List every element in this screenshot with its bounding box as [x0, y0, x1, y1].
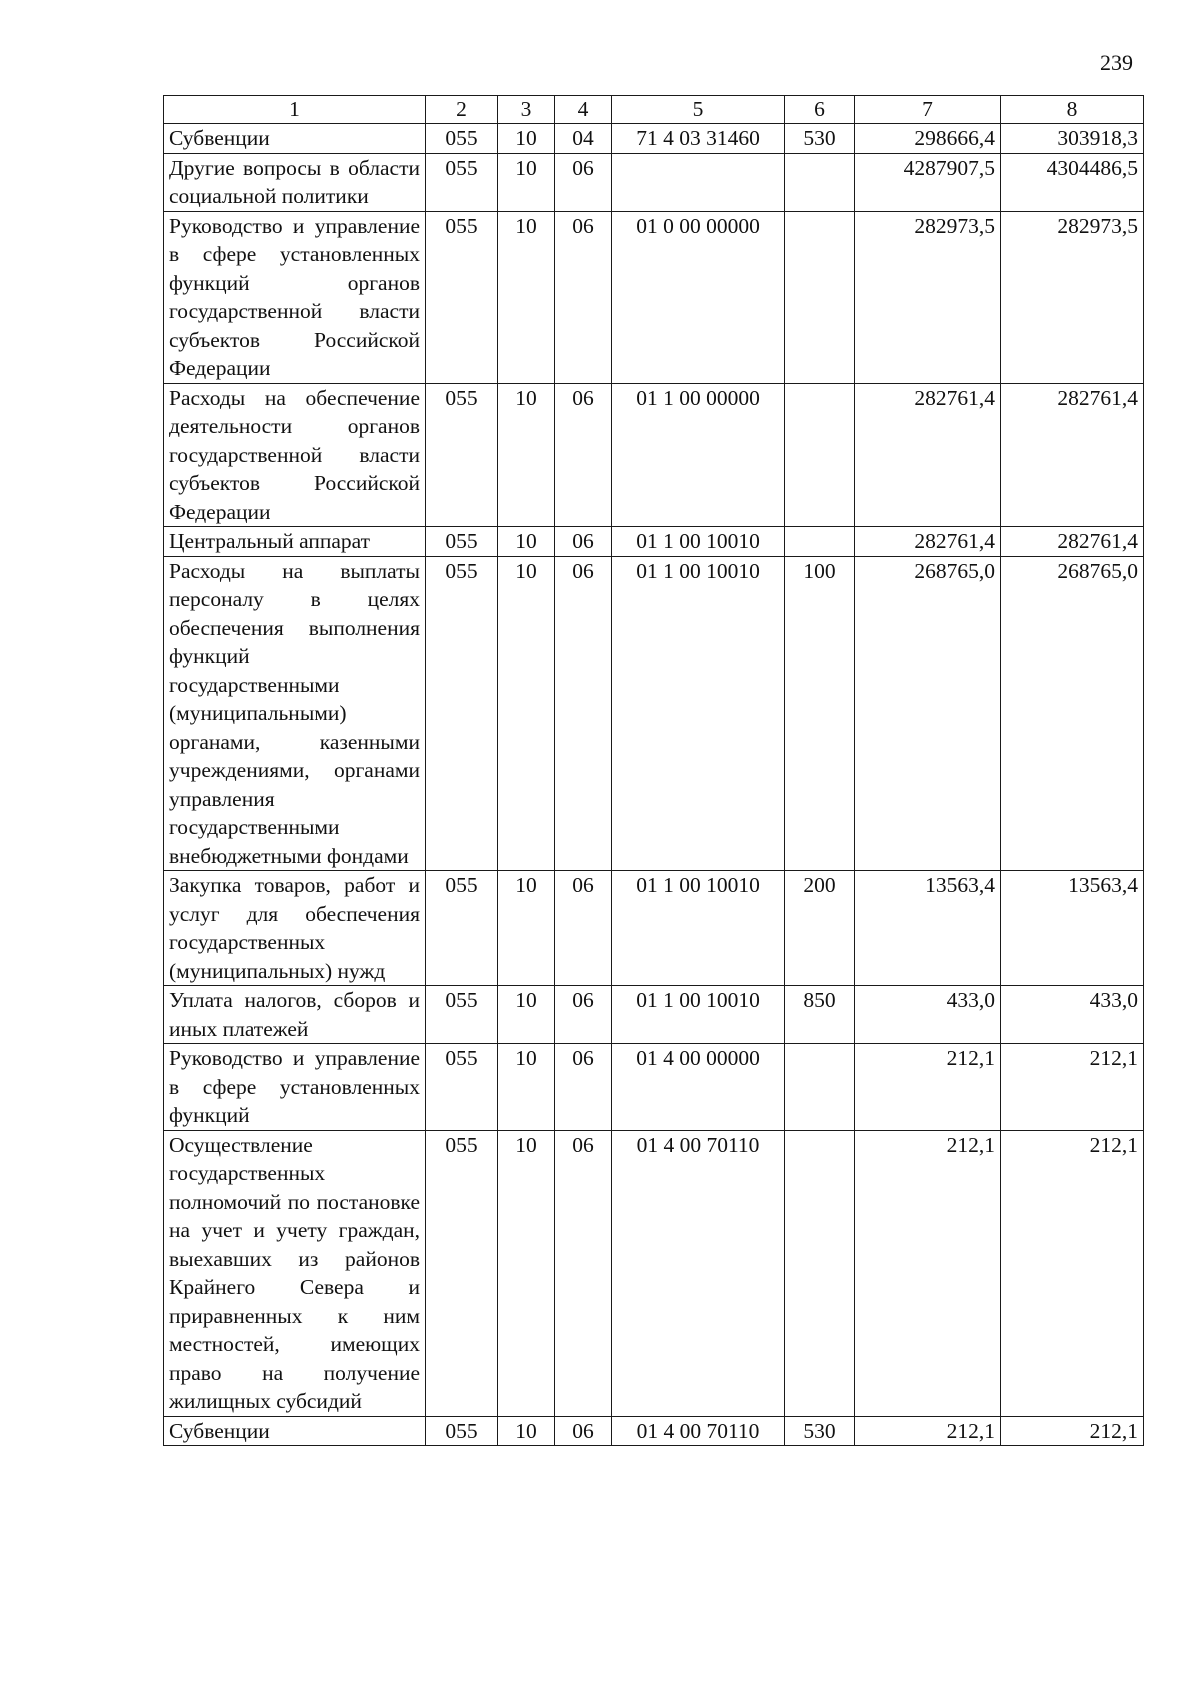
table-row [164, 211, 1144, 383]
expense-type-cell: 100 [785, 556, 855, 871]
amount-year1-cell: 4287907,5 [855, 153, 1001, 211]
amount-year1-cell: 282761,4 [855, 383, 1001, 527]
header-cell: 3 [498, 96, 555, 124]
header-row [164, 96, 1144, 124]
section-cell: 10 [498, 383, 555, 527]
table-row [164, 871, 1144, 986]
subsection-cell: 06 [555, 153, 612, 211]
name-cell: Расходы на обеспечение деятельности органов государственной власти субъектов Российской Федерации [164, 383, 426, 527]
target-article-cell: 01 0 00 00000 [612, 211, 785, 383]
table-body [164, 124, 1144, 1446]
amount-year1-cell: 433,0 [855, 986, 1001, 1044]
subsection-cell: 04 [555, 124, 612, 154]
name-cell: Центральный аппарат [164, 527, 426, 557]
name-cell: Руководство и управление в сфере установленных функций органов государственной власти субъектов Российской Федерации [164, 211, 426, 383]
target-article-cell: 01 1 00 10010 [612, 527, 785, 557]
code-cell: 055 [426, 1416, 498, 1446]
code-cell: 055 [426, 527, 498, 557]
subsection-cell: 06 [555, 1044, 612, 1131]
table-row [164, 153, 1144, 211]
code-cell: 055 [426, 871, 498, 986]
amount-year1-cell: 282973,5 [855, 211, 1001, 383]
target-article-cell: 71 4 03 31460 [612, 124, 785, 154]
amount-year1-cell: 13563,4 [855, 871, 1001, 986]
section-cell: 10 [498, 986, 555, 1044]
name-cell: Осуществление государственных полномочий по постановке на учет и учету граждан, выехавших из районов Крайнего Севера и приравненных к ним местностей, имеющих право на получение жилищных субсидий [164, 1130, 426, 1416]
code-cell: 055 [426, 986, 498, 1044]
expense-type-cell: 200 [785, 871, 855, 986]
expense-type-cell: 530 [785, 124, 855, 154]
amount-year1-cell: 282761,4 [855, 527, 1001, 557]
expense-type-cell [785, 211, 855, 383]
target-article-cell: 01 1 00 10010 [612, 986, 785, 1044]
table-row [164, 1130, 1144, 1416]
amount-year2-cell: 212,1 [1001, 1044, 1144, 1131]
target-article-cell [612, 153, 785, 211]
amount-year2-cell: 212,1 [1001, 1130, 1144, 1416]
section-cell: 10 [498, 153, 555, 211]
table-row [164, 383, 1144, 527]
subsection-cell: 06 [555, 871, 612, 986]
target-article-cell: 01 4 00 00000 [612, 1044, 785, 1131]
target-article-cell: 01 1 00 00000 [612, 383, 785, 527]
section-cell: 10 [498, 1416, 555, 1446]
target-article-cell: 01 4 00 70110 [612, 1416, 785, 1446]
target-article-cell: 01 1 00 10010 [612, 556, 785, 871]
amount-year2-cell: 268765,0 [1001, 556, 1144, 871]
code-cell: 055 [426, 556, 498, 871]
amount-year2-cell: 282761,4 [1001, 383, 1144, 527]
budget-table [163, 95, 1144, 1446]
amount-year2-cell: 282973,5 [1001, 211, 1144, 383]
code-cell: 055 [426, 153, 498, 211]
amount-year1-cell: 212,1 [855, 1416, 1001, 1446]
header-cell: 8 [1001, 96, 1144, 124]
code-cell: 055 [426, 211, 498, 383]
subsection-cell: 06 [555, 556, 612, 871]
expense-type-cell [785, 1044, 855, 1131]
amount-year2-cell: 4304486,5 [1001, 153, 1144, 211]
amount-year1-cell: 268765,0 [855, 556, 1001, 871]
subsection-cell: 06 [555, 527, 612, 557]
subsection-cell: 06 [555, 1130, 612, 1416]
name-cell: Уплата налогов, сборов и иных платежей [164, 986, 426, 1044]
header-cell: 6 [785, 96, 855, 124]
table-row [164, 986, 1144, 1044]
section-cell: 10 [498, 556, 555, 871]
code-cell: 055 [426, 1130, 498, 1416]
header-cell: 1 [164, 96, 426, 124]
expense-type-cell [785, 1130, 855, 1416]
expense-type-cell [785, 383, 855, 527]
name-cell: Другие вопросы в области социальной политики [164, 153, 426, 211]
section-cell: 10 [498, 1044, 555, 1131]
code-cell: 055 [426, 1044, 498, 1131]
expense-type-cell [785, 153, 855, 211]
table-row [164, 1044, 1144, 1131]
header-cell: 2 [426, 96, 498, 124]
amount-year1-cell: 212,1 [855, 1044, 1001, 1131]
amount-year2-cell: 212,1 [1001, 1416, 1144, 1446]
expense-type-cell: 530 [785, 1416, 855, 1446]
amount-year2-cell: 303918,3 [1001, 124, 1144, 154]
expense-type-cell: 850 [785, 986, 855, 1044]
section-cell: 10 [498, 1130, 555, 1416]
amount-year1-cell: 212,1 [855, 1130, 1001, 1416]
code-cell: 055 [426, 124, 498, 154]
name-cell: Закупка товаров, работ и услуг для обеспечения государственных (муниципальных) нужд [164, 871, 426, 986]
table-row [164, 556, 1144, 871]
name-cell: Субвенции [164, 1416, 426, 1446]
name-cell: Руководство и управление в сфере установленных функций [164, 1044, 426, 1131]
subsection-cell: 06 [555, 383, 612, 527]
target-article-cell: 01 4 00 70110 [612, 1130, 785, 1416]
name-cell: Субвенции [164, 124, 426, 154]
expense-type-cell [785, 527, 855, 557]
section-cell: 10 [498, 211, 555, 383]
amount-year2-cell: 13563,4 [1001, 871, 1144, 986]
subsection-cell: 06 [555, 1416, 612, 1446]
table-row [164, 124, 1144, 154]
name-cell: Расходы на выплаты персоналу в целях обеспечения выполнения функций государственными (муниципальными) органами, казенными учреждениями, органами управления государственными внебюджетными фондами [164, 556, 426, 871]
header-cell: 7 [855, 96, 1001, 124]
header-cell: 4 [555, 96, 612, 124]
header-cell: 5 [612, 96, 785, 124]
table-row [164, 527, 1144, 557]
page-number: 239 [1100, 50, 1133, 75]
target-article-cell: 01 1 00 10010 [612, 871, 785, 986]
section-cell: 10 [498, 124, 555, 154]
amount-year2-cell: 433,0 [1001, 986, 1144, 1044]
subsection-cell: 06 [555, 986, 612, 1044]
amount-year2-cell: 282761,4 [1001, 527, 1144, 557]
code-cell: 055 [426, 383, 498, 527]
subsection-cell: 06 [555, 211, 612, 383]
section-cell: 10 [498, 527, 555, 557]
section-cell: 10 [498, 871, 555, 986]
amount-year1-cell: 298666,4 [855, 124, 1001, 154]
table-row [164, 1416, 1144, 1446]
